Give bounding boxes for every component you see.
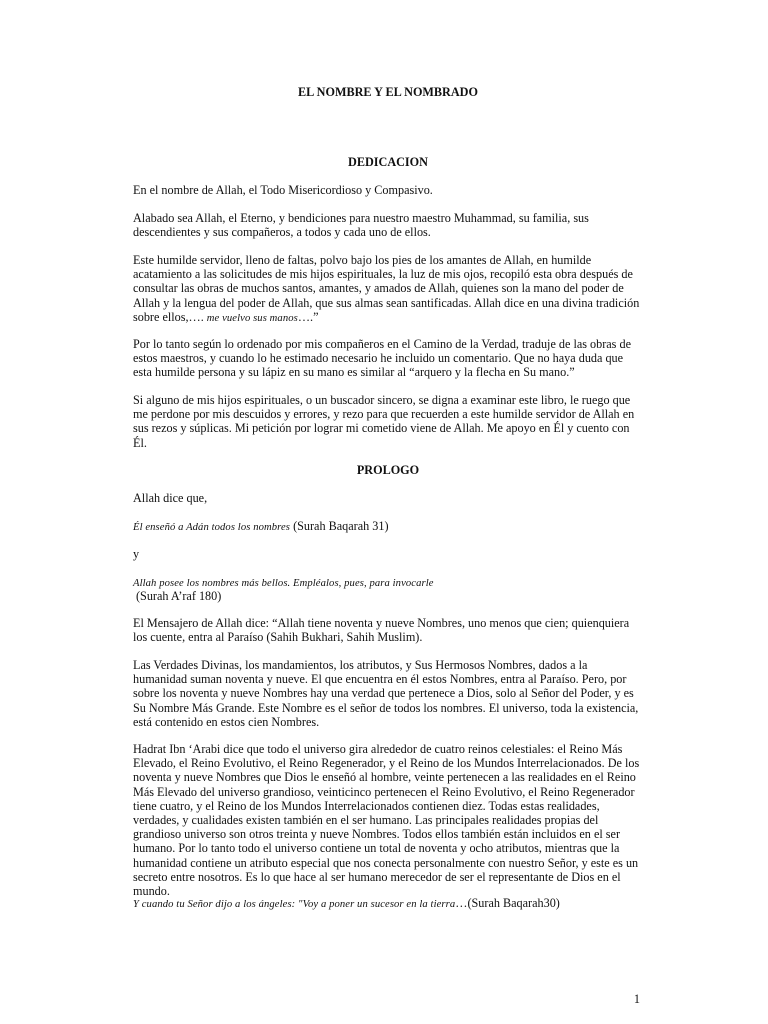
prologue-quote-2-italic: Allah posee los nombres más bellos. Empléalos, pues, para invocarle: [133, 578, 434, 589]
prologue-quote-1: [133, 519, 643, 535]
dedication-paragraph-3-end: ….”: [297, 309, 319, 324]
prologue-intro: Allah dice que,: [133, 491, 208, 505]
prologue-quote-1-ref: (Surah Baqarah 31): [293, 519, 389, 533]
dedication-paragraph-3: [133, 253, 643, 326]
page-number: 1: [633, 992, 640, 1006]
prologue-heading: PROLOGO: [356, 463, 420, 477]
dedication-heading: DEDICACION: [348, 155, 428, 169]
prologue-quote-2-ref: (Surah A’raf 180): [136, 589, 222, 603]
prologue-paragraph-1: El Mensajero de Allah dice: “Allah tiene noventa y nueve Nombres, uno menos que cien; quienquiera los cuente, entra al Paraíso (Sahih Bukhari, Sahih Muslim).: [133, 616, 630, 645]
prologue-quote-3-ref: …(Surah Baqarah30): [455, 896, 560, 910]
prologue-and: y: [133, 547, 140, 561]
prologue-paragraph-3: Hadrat Ibn ‘Arabi dice que todo el universo gira alrededor de cuatro reinos celestiales: el Reino Más Elevado, el Reino Evolutivo, el Reino Regenerador, y el Reino de los Mundos Interrelacionados. De los noventa y nueve Nombres que Dios le enseñó al hombre, veinte pertenecen a las realidades en el Reino Más Elevado del universo grandioso, veinticinco pertenecen el Reino Evolutivo, el Reino Regenerador tiene cuatro, y el Reino de los Mundos Interrelacionados contienen diez. Todas estas realidades, verdades, y cualidades existen también en el ser humano. Las principales realidades propias del grandioso universo son otros treinta y nueve Nombres. Todos ellos también están incluidos en el ser humano. Por lo tanto todo el universo contiene un total de noventa y ocho atributos, mientras que la humanidad contiene un atributo especial que nos conecta personalmente con nuestro Señor, y este es un secreto entre nosotros. Es lo que hace al ser humano merecedor de ser el representante de Dios en el mundo.: [133, 742, 640, 899]
dedication-paragraph-5: Si alguno de mis hijos espirituales, o un buscador sincero, se digna a examinar este libro, le ruego que me perdone por mis descuidos y errores, y rezo para que recuerden a este humilde servidor de Allah en sus rezos y súplicas. Mi petición por lograr mi cometido viene de Allah. Me apoyo en Él y cuento con Él.: [133, 393, 635, 450]
prologue-quote-1-italic: Él enseñó a Adán todos los nombres: [133, 522, 291, 533]
dedication-paragraph-3-main: Este humilde servidor, lleno de faltas, polvo bajo los pies de los amantes de Allah, en humilde acatamiento a las solicitudes de mis hijos espirituales, la luz de mis ojos, recopiló esta obra después de consultar las obras de muchos santos, amantes, y amados de Allah, quienes son la mano del poder de Allah y la lengua del poder de Allah, que sus almas sean santificadas. Allah dice en una divina tradición sobre ellos,….: [133, 253, 640, 324]
dedication-paragraph-1: En el nombre de Allah, el Todo Misericordioso y Compasivo.: [133, 183, 433, 197]
dedication-quote-italic: me vuelvo sus manos: [206, 312, 298, 324]
dedication-paragraph-2: Alabado sea Allah, el Eterno, y bendiciones para nuestro maestro Muhammad, su familia, sus descendientes y sus compañeros, a todos y cada uno de ellos.: [133, 211, 589, 240]
prologue-quote-3-italic: Y cuando tu Señor dijo a los ángeles: "Voy a poner un sucesor en la tierra: [133, 899, 456, 910]
document-title: EL NOMBRE Y EL NOMBRADO: [298, 85, 478, 99]
prologue-paragraph-2: Las Verdades Divinas, los mandamientos, los atributos, y Sus Hermosos Nombres, dados a la humanidad suman noventa y nueve. El que encuentra en él estos Nombres, entra al Paraíso. Pero, por sobre los noventa y nueve Nombres hay una verdad que pertenece a Dios, solo al Señor del Poder, y es Su Nombre Más Grande. Este Nombre es el señor de todos los nombres. El universo, toda la existencia, está contenido en estos cien Nombres.: [133, 658, 639, 729]
prologue-quote-3: [133, 896, 643, 912]
dedication-paragraph-4: Por lo tanto según lo ordenado por mis compañeros en el Camino de la Verdad, traduje de las obras de estos maestros, y cuando lo he estimado necesario he incluido un comentario. Que no haya duda que esta humilde persona y su lápiz en su mano es similar al “arquero y la flecha en Su mano.”: [133, 337, 631, 380]
